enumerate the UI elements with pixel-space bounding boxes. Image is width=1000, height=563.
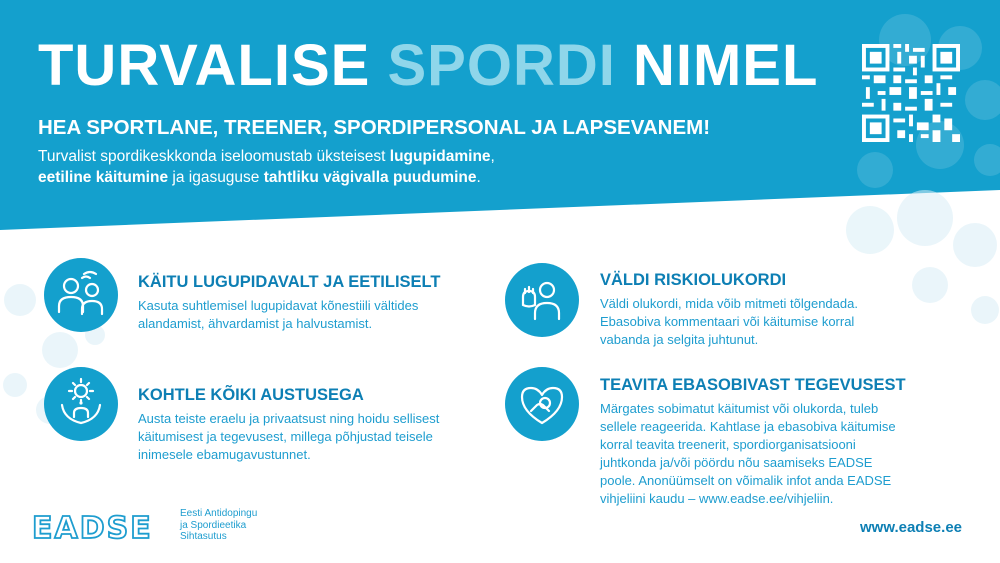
intro-text-part: ja igasuguse	[168, 169, 264, 186]
item-text: Kasuta suhtlemisel lugupidavat kõnestiili vältides alandamist, ähvardamist ja halvustamist.	[138, 298, 419, 331]
title-word-1: TURVALISE	[38, 33, 371, 98]
intro-text	[38, 146, 678, 188]
qr-code-icon[interactable]	[862, 44, 960, 142]
person-sun-hands-icon	[44, 367, 118, 441]
intro-text-part: .	[476, 169, 481, 186]
eadse-logo[interactable]	[32, 510, 172, 544]
item-text: Märgates sobimatut käitumist või olukorda, tuleb sellele reageerida. Kahtlase ja ebasobiva käitumise korral teavita treenerit, spordiorganisatsiooni juhtkonda ja/või pöördu nõu saamiseks EADSE poole. Anonüümselt on võimalik infot anda EADSE vihjeliini kaudu – www.eadse.ee/vihjeliin.	[600, 401, 896, 506]
person-with-stop-hand-icon	[505, 263, 579, 337]
item-text: Väldi olukordi, mida võib mitmeti tõlgendada. Ebasobiva kommentaari või käitumise korral vabanda ja selgita juhtunut.	[600, 296, 858, 347]
org-line: ja Spordieetika	[180, 519, 247, 531]
page-title	[38, 33, 819, 98]
item-title: KÄITU LUGUPIDAVALT JA EETILISELT	[138, 273, 441, 291]
two-people-talking-icon	[44, 258, 118, 332]
heart-hand-icon	[505, 367, 579, 441]
title-word-3: NIMEL	[632, 33, 819, 98]
item-text: Austa teiste eraelu ja privaatsust ning hoidu sellisest käitumisest ja tegevusest, millega põhjustad teisele inimesele ebamugavustunnet.	[138, 411, 440, 462]
logo-text: EADSE	[32, 511, 153, 544]
intro-bold-no-violence: tahtliku vägivalla puudumine	[263, 169, 477, 186]
intro-text-part: Turvalist spordikeskkonda iseloomustab üksteisest	[38, 148, 390, 165]
item-title: TEAVITA EBASOBIVAST TEGEVUSEST	[600, 376, 906, 394]
org-line: Sihtasutus	[180, 531, 227, 542]
subtitle: HEA SPORTLANE, TREENER, SPORDIPERSONAL JA LAPSEVANEM!	[38, 116, 711, 139]
intro-bold-ethics: eetiline käitumine	[38, 169, 169, 186]
intro-text-part: ,	[490, 148, 495, 165]
website-link[interactable]: www.eadse.ee	[860, 519, 962, 536]
item-title: VÄLDI RISKIOLUKORDI	[600, 271, 787, 289]
org-line: Eesti Antidopingu	[180, 508, 258, 519]
intro-bold-respect: lugupidamine	[389, 148, 491, 165]
item-title: KOHTLE KÕIKI AUSTUSEGA	[138, 386, 364, 404]
title-word-2: SPORDI	[387, 33, 616, 98]
organization-name	[180, 508, 257, 543]
